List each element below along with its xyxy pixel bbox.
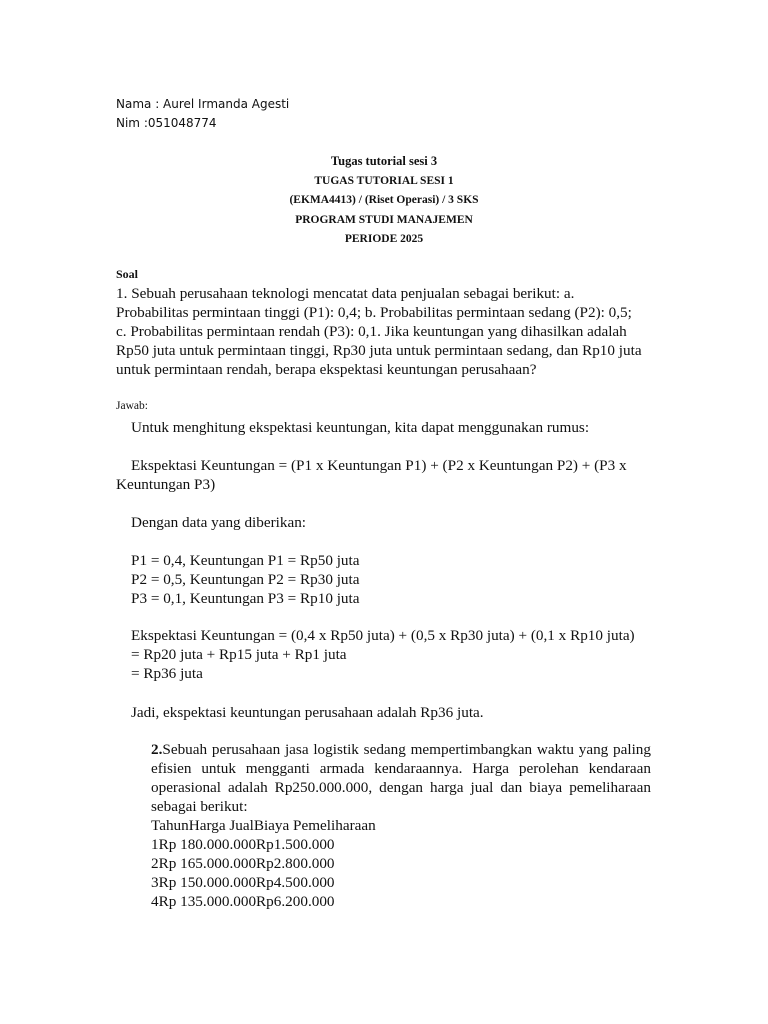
table-row: 3Rp 150.000.000Rp4.500.000 [151,874,335,891]
calc-line: Ekspektasi Keuntungan = (0,4 x Rp50 juta) + (0,5 x Rp30 juta) + (0,1 x Rp10 juta) [131,627,635,644]
given-intro [116,513,656,532]
question-2-body: Sebuah perusahaan jasa logistik sedang mempertimbangkan waktu yang paling efisien untuk mengganti armada kendaraannya. Harga perolehan kendaraan operasional adalah Rp250.000.000, dengan harga jual dan biaya pemeliharaan sebagai berikut: [151,741,651,815]
student-nim: Nim :051048774 [116,116,217,130]
question-1-line: 1. Sebuah perusahaan teknologi mencatat data penjualan sebagai berikut: a. [116,285,575,302]
table-row: 2Rp 165.000.000Rp2.800.000 [151,855,335,872]
given-line: P1 = 0,4, Keuntungan P1 = Rp50 juta [131,552,360,569]
course-code: (EKMA4413) / (Riset Operasi) / 3 SKS [289,194,479,206]
student-name: Nama : Aurel Irmanda Agesti [116,97,290,111]
question-2-number: 2. [151,741,163,758]
question-2-text [151,740,651,816]
given-data [116,551,656,608]
assignment-title-block [0,152,768,250]
table-header: TahunHarga JualBiaya Pemeliharaan [151,817,376,834]
given-intro-text: Dengan data yang diberikan: [131,514,307,531]
calc-line: = Rp20 juta + Rp15 juta + Rp1 juta [131,646,347,663]
period: PERIODE 2025 [344,233,424,245]
given-line: P3 = 0,1, Keuntungan P3 = Rp10 juta [131,590,360,607]
formula-line: Keuntungan P3) [116,476,216,493]
question-1 [116,284,656,379]
table-row: 1Rp 180.000.000Rp1.500.000 [151,836,335,853]
question-1-line: Rp50 juta untuk permintaan tinggi, Rp30 juta untuk permintaan sedang, dan Rp10 juta [116,342,642,359]
conclusion [116,703,656,722]
jawab-label: Jawab: [116,400,148,412]
table-row: 4Rp 135.000.000Rp6.200.000 [151,893,335,910]
answer-formula [116,456,656,494]
question-2 [151,740,651,911]
answer-intro-text: Untuk menghitung ekspektasi keuntungan, kita dapat menggunakan rumus: [131,419,590,436]
study-program: PROGRAM STUDI MANAJEMEN [295,213,473,226]
conclusion-text: Jadi, ekspektasi keuntungan perusahaan adalah Rp36 juta. [131,704,484,721]
formula-line: Ekspektasi Keuntungan = (P1 x Keuntungan P1) + (P2 x Keuntungan P2) + (P3 x [131,457,627,474]
given-line: P2 = 0,5, Keuntungan P2 = Rp30 juta [131,571,360,588]
calculation [116,626,656,683]
calc-line: = Rp36 juta [131,665,203,682]
assignment-title: Tugas tutorial sesi 3 [330,154,438,168]
question-1-line: c. Probabilitas permintaan rendah (P3): 0,1. Jika keuntungan yang dihasilkan adalah [116,323,627,340]
answer-intro [116,418,656,437]
assignment-subtitle: TUGAS TUTORIAL SESI 1 [314,174,454,187]
question-1-line: untuk permintaan rendah, berapa ekspektasi keuntungan perusahaan? [116,361,537,378]
soal-label: Soal [116,267,139,281]
question-1-line: Probabilitas permintaan tinggi (P1): 0,4; b. Probabilitas permintaan sedang (P2): 0,5; [116,304,632,321]
